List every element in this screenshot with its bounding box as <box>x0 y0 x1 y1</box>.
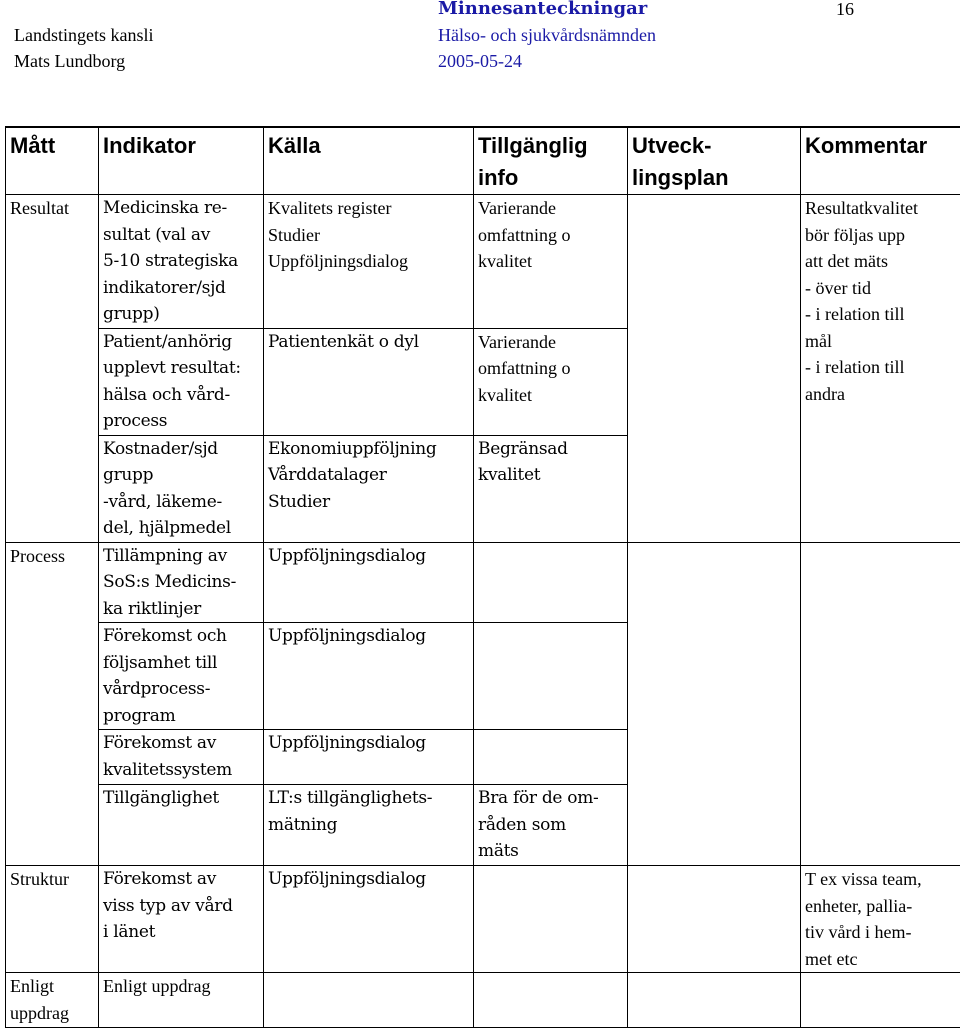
cell-matt <box>6 730 99 785</box>
document-type: Minnesanteckningar <box>438 0 648 19</box>
header-tillganglig-info: Tillgänglig info <box>474 127 628 195</box>
cell-matt: Struktur <box>6 866 99 973</box>
page-number: 16 <box>836 0 854 19</box>
cell-info <box>474 973 628 1028</box>
cell-kommentar-struktur: T ex vissa team, enheter, pallia- tiv vård i hem- met etc <box>801 866 960 973</box>
cell-indikator: Tillämpning av SoS:s Medicins- ka riktlinjer <box>99 542 264 623</box>
cell-info: Begränsad kvalitet <box>474 435 628 542</box>
table-header-row <box>6 127 960 195</box>
cell-utvecklingsplan <box>628 328 801 435</box>
cell-utvecklingsplan <box>628 623 801 730</box>
header-indikator: Indikator <box>99 127 264 195</box>
table-row <box>6 195 960 329</box>
meeting-date: 2005-05-24 <box>438 51 522 71</box>
author-name: Mats Lundborg <box>14 51 126 71</box>
header-kalla: Källa <box>264 127 474 195</box>
cell-indikator: Förekomst av viss typ av vård i länet <box>99 866 264 973</box>
committee-name: Hälso- och sjukvårdsnämnden <box>438 25 656 45</box>
cell-kalla: Uppföljningsdialog <box>264 542 474 623</box>
cell-matt: Enligt uppdrag <box>6 973 99 1028</box>
cell-kalla: Uppföljningsdialog <box>264 730 474 785</box>
cell-indikator: Förekomst och följsamhet till vårdprocess- program <box>99 623 264 730</box>
cell-kommentar-resultat: Resultatkvalitet bör följas upp att det mäts - över tid - i relation till mål - i relation till andra <box>801 195 960 543</box>
cell-info <box>474 623 628 730</box>
cell-info: Varierande omfattning o kvalitet <box>474 328 628 435</box>
cell-utvecklingsplan <box>628 195 801 329</box>
cell-utvecklingsplan <box>628 730 801 785</box>
cell-indikator: Medicinska re- sultat (val av 5-10 strategiska indikatorer/sjd grupp) <box>99 195 264 329</box>
cell-kommentar-process <box>801 542 960 866</box>
table-row <box>6 542 960 623</box>
org-name: Landstingets kansli <box>14 25 154 45</box>
cell-matt: Resultat <box>6 195 99 329</box>
cell-matt <box>6 623 99 730</box>
cell-kalla: Ekonomiuppföljning Vårddatalager Studier <box>264 435 474 542</box>
indicator-table <box>5 126 960 1028</box>
header-matt: Mått <box>6 127 99 195</box>
cell-utvecklingsplan <box>628 542 801 623</box>
cell-indikator: Patient/anhörig upplevt resultat: hälsa och vård- process <box>99 328 264 435</box>
cell-indikator: Tillgänglighet <box>99 785 264 866</box>
cell-info: Varierande omfattning o kvalitet <box>474 195 628 329</box>
cell-kalla <box>264 973 474 1028</box>
cell-utvecklingsplan <box>628 866 801 973</box>
cell-kalla: LT:s tillgänglighets- mätning <box>264 785 474 866</box>
cell-kommentar-uppdrag <box>801 973 960 1028</box>
cell-info: Bra för de om- råden som mäts <box>474 785 628 866</box>
cell-utvecklingsplan <box>628 435 801 542</box>
cell-kalla: Uppföljningsdialog <box>264 623 474 730</box>
cell-indikator: Kostnader/sjd grupp -vård, läkeme- del, hjälpmedel <box>99 435 264 542</box>
cell-matt <box>6 435 99 542</box>
header-utvecklingsplan: Utveck- lingsplan <box>628 127 801 195</box>
table-row <box>6 973 960 1028</box>
cell-kalla: Patientenkät o dyl <box>264 328 474 435</box>
header-kommentar: Kommentar <box>801 127 960 195</box>
cell-utvecklingsplan <box>628 973 801 1028</box>
cell-kalla: Uppföljningsdialog <box>264 866 474 973</box>
cell-indikator: Enligt uppdrag <box>99 973 264 1028</box>
cell-info <box>474 542 628 623</box>
cell-matt: Process <box>6 542 99 623</box>
cell-matt <box>6 328 99 435</box>
cell-info <box>474 866 628 973</box>
cell-info <box>474 730 628 785</box>
cell-kalla: Kvalitets register Studier Uppföljningsdialog <box>264 195 474 329</box>
cell-utvecklingsplan <box>628 785 801 866</box>
cell-indikator: Förekomst av kvalitetssystem <box>99 730 264 785</box>
table-row <box>6 866 960 973</box>
cell-matt <box>6 785 99 866</box>
